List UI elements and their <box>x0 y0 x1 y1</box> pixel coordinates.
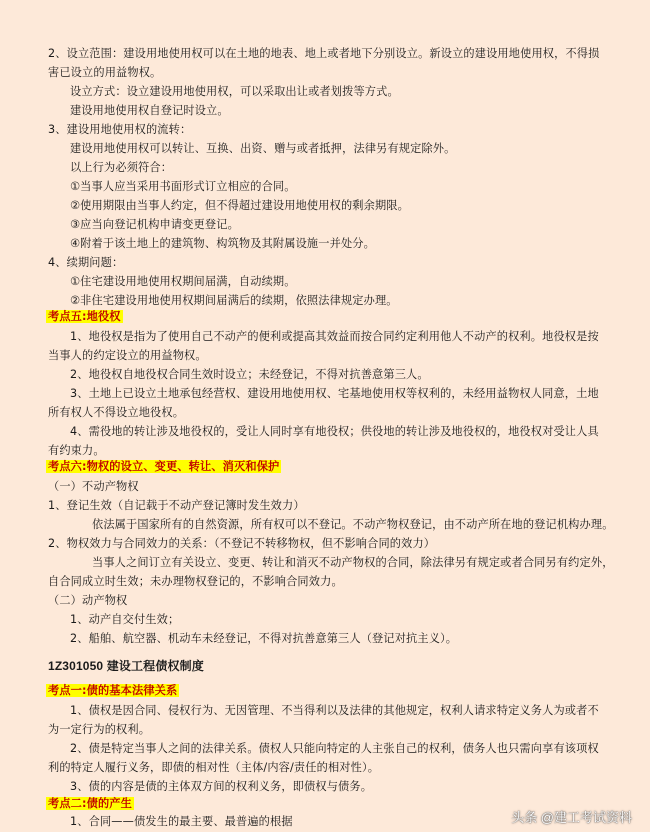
paragraph-line: （二）动产物权 <box>48 594 128 607</box>
section-tag: 考点六:物权的设立、变更、转让、消灭和保护 <box>48 460 280 473</box>
paragraph-line: 当事人之间订立有关设立、变更、转让和消灭不动产物权的合同，除法律另有规定或者合同另有约定外， <box>92 556 614 569</box>
paragraph-line: 2、地役权自地役权合同生效时设立；未经登记，不得对抗善意第三人。 <box>70 368 429 381</box>
paragraph-line: 2、物权效力与合同效力的关系：（不登记不转移物权，但不影响合同的效力） <box>48 537 436 550</box>
paragraph-line: 利的特定人履行义务，即债的相对性（主体/内容/责任的相对性）。 <box>48 761 380 774</box>
paragraph-line: 1、登记生效（自记载于不动产登记簿时发生效力） <box>48 499 305 512</box>
paragraph-line: ④附着于该土地上的建筑物、构筑物及其附属设施一并处分。 <box>70 237 375 250</box>
paragraph-line: ②非住宅建设用地使用权期间届满后的续期，依照法律规定办理。 <box>70 294 398 307</box>
paragraph-line: 2、船舶、航空器、机动车未经登记，不得对抗善意第三人（登记对抗主义）。 <box>70 632 458 645</box>
paragraph-line: 1、合同——债发生的最主要、最普遍的根据 <box>70 815 293 828</box>
paragraph-line: ①住宅建设用地使用权期间届满，自动续期。 <box>70 275 296 288</box>
paragraph-line: 所有权人不得设立地役权。 <box>48 406 185 419</box>
paragraph-line: 3、土地上已设立土地承包经营权、建设用地使用权、宅基地使用权等权利的，未经用益物权人同意，土地 <box>70 387 599 400</box>
paragraph-line: 害已设立的用益物权。 <box>48 66 162 79</box>
paragraph-line: 4、续期问题： <box>48 256 124 269</box>
chapter-heading: 1Z301050 建设工程债权制度 <box>48 659 204 673</box>
paragraph-line: 4、需役地的转让涉及地役权的，受让人同时享有地役权；供役地的转让涉及地役权的，地役权对受让人具 <box>70 425 599 438</box>
paragraph-line: 3、债的内容是债的主体双方间的权利义务，即债权与债务。 <box>70 780 373 793</box>
paragraph-line: 当事人的约定设立的用益物权。 <box>48 349 207 362</box>
section-tag: 考点五:地役权 <box>48 310 121 323</box>
paragraph-line: （一）不动产物权 <box>48 480 139 493</box>
paragraph-line: 设立方式：设立建设用地使用权，可以采取出让或者划拨等方式。 <box>70 85 399 98</box>
paragraph-line: 自合同成立时生效；未办理物权登记的，不影响合同效力。 <box>48 575 343 588</box>
paragraph-line: ②使用期限由当事人约定，但不得超过建设用地使用权的剩余期限。 <box>70 199 409 212</box>
section-tag: 考点二:债的产生 <box>48 797 132 810</box>
paragraph-line: 为一定行为的权利。 <box>48 723 151 736</box>
paragraph-line: 建设用地使用权可以转让、互换、出资、赠与或者抵押，法律另有规定除外。 <box>70 142 456 155</box>
paragraph-line: 1、地役权是指为了使用自己不动产的便利或提高其效益而按合同约定利用他人不动产的权利。地役权是按 <box>70 330 599 343</box>
paragraph-line: 3、建设用地使用权的流转： <box>48 123 192 136</box>
paragraph-line: ③应当向登记机构申请变更登记。 <box>70 218 239 231</box>
paragraph-line: 2、设立范围：建设用地使用权可以在土地的地表、地上或者地下分别设立。新设立的建设用地使用权，不得损 <box>48 47 600 60</box>
paragraph-line: 依法属于国家所有的自然资源，所有权可以不登记。不动产物权登记，由不动产所在地的登记机构办理。 <box>92 518 614 531</box>
paragraph-line: ①当事人应当采用书面形式订立相应的合同。 <box>70 180 296 193</box>
watermark-text: 头条 @建工考试资料 <box>511 810 632 825</box>
paragraph-line: 建设用地使用权自登记时设立。 <box>70 104 229 117</box>
paragraph-line: 1、动产自交付生效； <box>70 613 180 626</box>
paragraph-line: 以上行为必须符合： <box>70 161 173 174</box>
section-tag: 考点一:债的基本法律关系 <box>48 684 178 697</box>
paragraph-line: 2、债是特定当事人之间的法律关系。债权人只能向特定的人主张自己的权利，债务人也只需向享有该项权 <box>70 742 599 755</box>
paragraph-line: 有约束力。 <box>48 444 105 457</box>
paragraph-line: 1、债权是因合同、侵权行为、无因管理、不当得利以及法律的其他规定，权利人请求特定义务人为或者不 <box>70 704 599 717</box>
